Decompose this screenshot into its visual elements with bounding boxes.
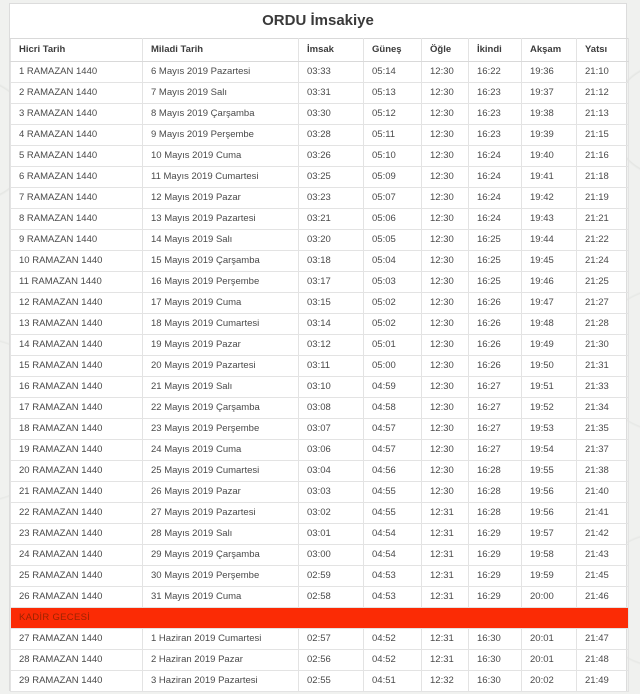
table-row: [11, 419, 629, 440]
column-header-ogle: Öğle: [422, 39, 469, 62]
cell-ikindi: 16:28: [469, 503, 522, 524]
cell-imsak: 03:21: [299, 209, 364, 230]
cell-yatsi: 21:15: [577, 125, 629, 146]
cell-aksam: 19:49: [522, 335, 577, 356]
column-header-aksam: Akşam: [522, 39, 577, 62]
cell-miladi-tarih: 6 Mayıs 2019 Pazartesi: [143, 62, 299, 83]
cell-ikindi: 16:22: [469, 62, 522, 83]
cell-hicri-tarih: 18 RAMAZAN 1440: [11, 419, 143, 440]
cell-ogle: 12:30: [422, 167, 469, 188]
imsakiye-table-body: [11, 62, 629, 692]
cell-gunes: 04:57: [364, 440, 422, 461]
cell-imsak: 03:28: [299, 125, 364, 146]
cell-ogle: 12:31: [422, 503, 469, 524]
cell-imsak: 03:15: [299, 293, 364, 314]
cell-imsak: 03:33: [299, 62, 364, 83]
cell-miladi-tarih: 13 Mayıs 2019 Pazartesi: [143, 209, 299, 230]
cell-hicri-tarih: 22 RAMAZAN 1440: [11, 503, 143, 524]
table-row: [11, 62, 629, 83]
cell-ogle: 12:30: [422, 251, 469, 272]
page-title: ORDU İmsakiye: [262, 12, 374, 29]
cell-yatsi: 21:18: [577, 167, 629, 188]
cell-gunes: 05:00: [364, 356, 422, 377]
cell-miladi-tarih: 22 Mayıs 2019 Çarşamba: [143, 398, 299, 419]
cell-miladi-tarih: 2 Haziran 2019 Pazar: [143, 650, 299, 671]
cell-aksam: 19:53: [522, 419, 577, 440]
cell-gunes: 05:14: [364, 62, 422, 83]
cell-imsak: 03:00: [299, 545, 364, 566]
cell-ogle: 12:30: [422, 314, 469, 335]
table-header-row: [11, 39, 629, 62]
cell-hicri-tarih: 29 RAMAZAN 1440: [11, 671, 143, 692]
cell-miladi-tarih: 12 Mayıs 2019 Pazar: [143, 188, 299, 209]
cell-ogle: 12:30: [422, 104, 469, 125]
cell-gunes: 04:55: [364, 482, 422, 503]
cell-ogle: 12:31: [422, 566, 469, 587]
table-row: [11, 650, 629, 671]
cell-miladi-tarih: 24 Mayıs 2019 Cuma: [143, 440, 299, 461]
cell-ikindi: 16:30: [469, 629, 522, 650]
cell-gunes: 04:53: [364, 587, 422, 608]
cell-hicri-tarih: 3 RAMAZAN 1440: [11, 104, 143, 125]
cell-hicri-tarih: 4 RAMAZAN 1440: [11, 125, 143, 146]
cell-gunes: 04:58: [364, 398, 422, 419]
column-header-imsak: İmsak: [299, 39, 364, 62]
cell-imsak: 03:18: [299, 251, 364, 272]
cell-imsak: 02:58: [299, 587, 364, 608]
table-row: [11, 251, 629, 272]
cell-gunes: 05:03: [364, 272, 422, 293]
cell-yatsi: 21:10: [577, 62, 629, 83]
cell-aksam: 19:42: [522, 188, 577, 209]
cell-hicri-tarih: 24 RAMAZAN 1440: [11, 545, 143, 566]
cell-gunes: 04:57: [364, 419, 422, 440]
cell-imsak: 03:06: [299, 440, 364, 461]
cell-ikindi: 16:23: [469, 83, 522, 104]
cell-ogle: 12:30: [422, 440, 469, 461]
imsakiye-table: [10, 38, 629, 692]
cell-hicri-tarih: 25 RAMAZAN 1440: [11, 566, 143, 587]
cell-hicri-tarih: 26 RAMAZAN 1440: [11, 587, 143, 608]
cell-aksam: 19:55: [522, 461, 577, 482]
cell-imsak: 03:17: [299, 272, 364, 293]
cell-gunes: 05:13: [364, 83, 422, 104]
cell-yatsi: 21:27: [577, 293, 629, 314]
table-row: [11, 461, 629, 482]
cell-hicri-tarih: 23 RAMAZAN 1440: [11, 524, 143, 545]
cell-miladi-tarih: 18 Mayıs 2019 Cumartesi: [143, 314, 299, 335]
cell-hicri-tarih: 16 RAMAZAN 1440: [11, 377, 143, 398]
cell-yatsi: 21:28: [577, 314, 629, 335]
cell-imsak: 03:01: [299, 524, 364, 545]
cell-ogle: 12:30: [422, 356, 469, 377]
cell-aksam: 19:54: [522, 440, 577, 461]
cell-aksam: 19:56: [522, 482, 577, 503]
cell-yatsi: 21:13: [577, 104, 629, 125]
cell-gunes: 05:06: [364, 209, 422, 230]
cell-yatsi: 21:30: [577, 335, 629, 356]
cell-hicri-tarih: 5 RAMAZAN 1440: [11, 146, 143, 167]
cell-ikindi: 16:27: [469, 440, 522, 461]
cell-yatsi: 21:12: [577, 83, 629, 104]
cell-imsak: 03:25: [299, 167, 364, 188]
cell-hicri-tarih: 2 RAMAZAN 1440: [11, 83, 143, 104]
cell-imsak: 03:23: [299, 188, 364, 209]
cell-gunes: 05:04: [364, 251, 422, 272]
cell-miladi-tarih: 10 Mayıs 2019 Cuma: [143, 146, 299, 167]
cell-hicri-tarih: 11 RAMAZAN 1440: [11, 272, 143, 293]
cell-aksam: 20:01: [522, 629, 577, 650]
table-row: [11, 629, 629, 650]
cell-ogle: 12:30: [422, 419, 469, 440]
cell-hicri-tarih: 7 RAMAZAN 1440: [11, 188, 143, 209]
cell-imsak: 03:02: [299, 503, 364, 524]
cell-ogle: 12:30: [422, 398, 469, 419]
cell-gunes: 05:05: [364, 230, 422, 251]
cell-ikindi: 16:25: [469, 272, 522, 293]
table-row: [11, 503, 629, 524]
cell-ikindi: 16:27: [469, 377, 522, 398]
cell-aksam: 20:00: [522, 587, 577, 608]
cell-ikindi: 16:25: [469, 251, 522, 272]
cell-yatsi: 21:16: [577, 146, 629, 167]
cell-aksam: 19:39: [522, 125, 577, 146]
cell-gunes: 05:09: [364, 167, 422, 188]
cell-gunes: 04:56: [364, 461, 422, 482]
cell-ogle: 12:30: [422, 62, 469, 83]
cell-yatsi: 21:31: [577, 356, 629, 377]
cell-yatsi: 21:25: [577, 272, 629, 293]
cell-yatsi: 21:46: [577, 587, 629, 608]
cell-gunes: 04:54: [364, 524, 422, 545]
cell-ogle: 12:31: [422, 629, 469, 650]
cell-aksam: 19:43: [522, 209, 577, 230]
table-row: [11, 440, 629, 461]
table-row: [11, 314, 629, 335]
cell-miladi-tarih: 30 Mayıs 2019 Perşembe: [143, 566, 299, 587]
cell-ikindi: 16:29: [469, 524, 522, 545]
cell-imsak: 03:14: [299, 314, 364, 335]
cell-ikindi: 16:29: [469, 566, 522, 587]
cell-aksam: 19:46: [522, 272, 577, 293]
cell-miladi-tarih: 7 Mayıs 2019 Salı: [143, 83, 299, 104]
cell-ikindi: 16:23: [469, 104, 522, 125]
cell-ogle: 12:32: [422, 671, 469, 692]
cell-ogle: 12:30: [422, 146, 469, 167]
table-row: [11, 398, 629, 419]
cell-miladi-tarih: 29 Mayıs 2019 Çarşamba: [143, 545, 299, 566]
cell-hicri-tarih: 17 RAMAZAN 1440: [11, 398, 143, 419]
cell-imsak: 03:12: [299, 335, 364, 356]
cell-hicri-tarih: 9 RAMAZAN 1440: [11, 230, 143, 251]
cell-miladi-tarih: 28 Mayıs 2019 Salı: [143, 524, 299, 545]
cell-yatsi: 21:45: [577, 566, 629, 587]
cell-miladi-tarih: 3 Haziran 2019 Pazartesi: [143, 671, 299, 692]
cell-hicri-tarih: 14 RAMAZAN 1440: [11, 335, 143, 356]
cell-ikindi: 16:27: [469, 419, 522, 440]
cell-miladi-tarih: 8 Mayıs 2019 Çarşamba: [143, 104, 299, 125]
cell-ogle: 12:30: [422, 272, 469, 293]
cell-hicri-tarih: 13 RAMAZAN 1440: [11, 314, 143, 335]
cell-aksam: 19:37: [522, 83, 577, 104]
cell-imsak: 03:20: [299, 230, 364, 251]
cell-ikindi: 16:30: [469, 671, 522, 692]
cell-yatsi: 21:24: [577, 251, 629, 272]
cell-aksam: 19:36: [522, 62, 577, 83]
cell-yatsi: 21:35: [577, 419, 629, 440]
cell-gunes: 04:53: [364, 566, 422, 587]
cell-gunes: 04:54: [364, 545, 422, 566]
table-row: [11, 104, 629, 125]
cell-miladi-tarih: 27 Mayıs 2019 Pazartesi: [143, 503, 299, 524]
column-header-gunes: Güneş: [364, 39, 422, 62]
cell-ikindi: 16:26: [469, 356, 522, 377]
cell-ogle: 12:30: [422, 188, 469, 209]
cell-aksam: 19:50: [522, 356, 577, 377]
cell-ogle: 12:30: [422, 335, 469, 356]
cell-ikindi: 16:26: [469, 335, 522, 356]
cell-gunes: 05:12: [364, 104, 422, 125]
cell-yatsi: 21:48: [577, 650, 629, 671]
table-row: [11, 209, 629, 230]
cell-aksam: 19:48: [522, 314, 577, 335]
cell-imsak: 02:55: [299, 671, 364, 692]
cell-yatsi: 21:21: [577, 209, 629, 230]
cell-yatsi: 21:42: [577, 524, 629, 545]
column-header-ikindi: İkindi: [469, 39, 522, 62]
table-row: [11, 167, 629, 188]
cell-yatsi: 21:43: [577, 545, 629, 566]
cell-yatsi: 21:49: [577, 671, 629, 692]
cell-ikindi: 16:24: [469, 167, 522, 188]
cell-aksam: 19:40: [522, 146, 577, 167]
cell-gunes: 04:59: [364, 377, 422, 398]
cell-aksam: 19:41: [522, 167, 577, 188]
kadir-gecesi-banner-row: [11, 608, 629, 629]
cell-imsak: 02:57: [299, 629, 364, 650]
cell-miladi-tarih: 19 Mayıs 2019 Pazar: [143, 335, 299, 356]
cell-ikindi: 16:27: [469, 398, 522, 419]
cell-hicri-tarih: 28 RAMAZAN 1440: [11, 650, 143, 671]
cell-miladi-tarih: 17 Mayıs 2019 Cuma: [143, 293, 299, 314]
cell-hicri-tarih: 15 RAMAZAN 1440: [11, 356, 143, 377]
cell-ikindi: 16:24: [469, 209, 522, 230]
cell-ogle: 12:31: [422, 587, 469, 608]
cell-gunes: 05:02: [364, 293, 422, 314]
cell-gunes: 04:52: [364, 650, 422, 671]
cell-ogle: 12:30: [422, 293, 469, 314]
cell-yatsi: 21:22: [577, 230, 629, 251]
cell-hicri-tarih: 1 RAMAZAN 1440: [11, 62, 143, 83]
cell-ikindi: 16:24: [469, 146, 522, 167]
cell-ogle: 12:30: [422, 83, 469, 104]
cell-yatsi: 21:38: [577, 461, 629, 482]
column-header-yatsi: Yatsı: [577, 39, 629, 62]
cell-ogle: 12:31: [422, 524, 469, 545]
cell-ogle: 12:30: [422, 377, 469, 398]
cell-miladi-tarih: 15 Mayıs 2019 Çarşamba: [143, 251, 299, 272]
cell-aksam: 20:02: [522, 671, 577, 692]
cell-hicri-tarih: 12 RAMAZAN 1440: [11, 293, 143, 314]
table-row: [11, 671, 629, 692]
cell-imsak: 02:56: [299, 650, 364, 671]
cell-ikindi: 16:25: [469, 230, 522, 251]
cell-imsak: 03:11: [299, 356, 364, 377]
cell-ogle: 12:30: [422, 482, 469, 503]
cell-miladi-tarih: 26 Mayıs 2019 Pazar: [143, 482, 299, 503]
cell-ikindi: 16:28: [469, 461, 522, 482]
cell-aksam: 19:51: [522, 377, 577, 398]
cell-miladi-tarih: 25 Mayıs 2019 Cumartesi: [143, 461, 299, 482]
cell-ikindi: 16:30: [469, 650, 522, 671]
cell-gunes: 05:10: [364, 146, 422, 167]
cell-yatsi: 21:19: [577, 188, 629, 209]
cell-aksam: 20:01: [522, 650, 577, 671]
cell-yatsi: 21:37: [577, 440, 629, 461]
table-row: [11, 293, 629, 314]
cell-ogle: 12:30: [422, 209, 469, 230]
table-row: [11, 482, 629, 503]
cell-miladi-tarih: 23 Mayıs 2019 Perşembe: [143, 419, 299, 440]
table-row: [11, 272, 629, 293]
cell-ogle: 12:30: [422, 230, 469, 251]
cell-ogle: 12:31: [422, 545, 469, 566]
cell-aksam: 19:47: [522, 293, 577, 314]
cell-gunes: 05:01: [364, 335, 422, 356]
cell-aksam: 19:44: [522, 230, 577, 251]
cell-gunes: 05:07: [364, 188, 422, 209]
cell-aksam: 19:59: [522, 566, 577, 587]
cell-miladi-tarih: 31 Mayıs 2019 Cuma: [143, 587, 299, 608]
cell-ikindi: 16:26: [469, 314, 522, 335]
cell-ogle: 12:31: [422, 650, 469, 671]
table-row: [11, 230, 629, 251]
cell-miladi-tarih: 1 Haziran 2019 Cumartesi: [143, 629, 299, 650]
cell-imsak: 03:26: [299, 146, 364, 167]
table-row: [11, 545, 629, 566]
cell-hicri-tarih: 27 RAMAZAN 1440: [11, 629, 143, 650]
table-row: [11, 188, 629, 209]
cell-aksam: 19:38: [522, 104, 577, 125]
cell-hicri-tarih: 10 RAMAZAN 1440: [11, 251, 143, 272]
cell-aksam: 19:58: [522, 545, 577, 566]
table-row: [11, 146, 629, 167]
cell-gunes: 04:51: [364, 671, 422, 692]
cell-hicri-tarih: 6 RAMAZAN 1440: [11, 167, 143, 188]
cell-miladi-tarih: 20 Mayıs 2019 Pazartesi: [143, 356, 299, 377]
cell-yatsi: 21:34: [577, 398, 629, 419]
cell-ogle: 12:30: [422, 125, 469, 146]
cell-yatsi: 21:47: [577, 629, 629, 650]
cell-ikindi: 16:24: [469, 188, 522, 209]
cell-ikindi: 16:29: [469, 587, 522, 608]
cell-hicri-tarih: 8 RAMAZAN 1440: [11, 209, 143, 230]
cell-miladi-tarih: 16 Mayıs 2019 Perşembe: [143, 272, 299, 293]
table-row: [11, 377, 629, 398]
cell-miladi-tarih: 14 Mayıs 2019 Salı: [143, 230, 299, 251]
cell-aksam: 19:57: [522, 524, 577, 545]
cell-aksam: 19:45: [522, 251, 577, 272]
cell-gunes: 04:55: [364, 503, 422, 524]
cell-ikindi: 16:26: [469, 293, 522, 314]
table-row: [11, 335, 629, 356]
imsakiye-card: [9, 3, 627, 691]
table-row: [11, 587, 629, 608]
cell-imsak: 03:10: [299, 377, 364, 398]
cell-yatsi: 21:33: [577, 377, 629, 398]
table-row: [11, 356, 629, 377]
cell-imsak: 03:08: [299, 398, 364, 419]
cell-aksam: 19:56: [522, 503, 577, 524]
cell-imsak: 02:59: [299, 566, 364, 587]
cell-miladi-tarih: 21 Mayıs 2019 Salı: [143, 377, 299, 398]
cell-imsak: 03:04: [299, 461, 364, 482]
cell-miladi-tarih: 11 Mayıs 2019 Cumartesi: [143, 167, 299, 188]
cell-yatsi: 21:41: [577, 503, 629, 524]
cell-gunes: 05:02: [364, 314, 422, 335]
column-header-hicri-tarih: Hicri Tarih: [11, 39, 143, 62]
cell-imsak: 03:30: [299, 104, 364, 125]
cell-yatsi: 21:40: [577, 482, 629, 503]
cell-ikindi: 16:28: [469, 482, 522, 503]
cell-hicri-tarih: 19 RAMAZAN 1440: [11, 440, 143, 461]
cell-aksam: 19:52: [522, 398, 577, 419]
table-row: [11, 566, 629, 587]
cell-imsak: 03:07: [299, 419, 364, 440]
cell-miladi-tarih: 9 Mayıs 2019 Perşembe: [143, 125, 299, 146]
cell-ikindi: 16:29: [469, 545, 522, 566]
table-row: [11, 125, 629, 146]
table-row: [11, 524, 629, 545]
cell-hicri-tarih: 20 RAMAZAN 1440: [11, 461, 143, 482]
cell-ikindi: 16:23: [469, 125, 522, 146]
kadir-gecesi-banner: KADİR GECESİ: [11, 608, 629, 629]
cell-imsak: 03:31: [299, 83, 364, 104]
cell-ogle: 12:30: [422, 461, 469, 482]
column-header-miladi-tarih: Miladi Tarih: [143, 39, 299, 62]
cell-imsak: 03:03: [299, 482, 364, 503]
cell-gunes: 05:11: [364, 125, 422, 146]
table-row: [11, 83, 629, 104]
cell-hicri-tarih: 21 RAMAZAN 1440: [11, 482, 143, 503]
cell-gunes: 04:52: [364, 629, 422, 650]
